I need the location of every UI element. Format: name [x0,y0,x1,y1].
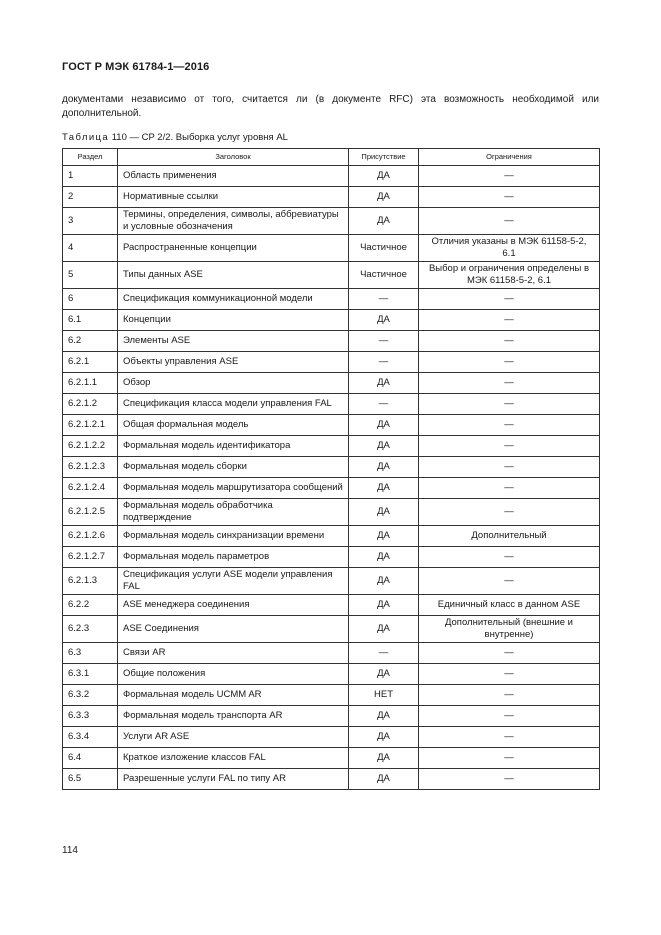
cell-presence: ДА [349,187,419,208]
cell-title: Термины, определения, символы, аббревиатуры и условные обозначения [118,208,349,235]
cell-title: Спецификация коммуникационной модели [118,289,349,310]
table-caption-text: 110 — CP 2/2. Выборка услуг уровня AL [111,132,288,143]
cell-presence: ДА [349,373,419,394]
cell-section: 6.2.1.2.7 [63,547,118,568]
cell-section: 6.3.2 [63,685,118,706]
cell-presence: ДА [349,526,419,547]
cell-presence: — [349,643,419,664]
table-row [63,352,600,373]
cell-presence: ДА [349,595,419,616]
table-row [63,478,600,499]
cell-section: 6.2.1.2.4 [63,478,118,499]
cell-limits: Единичный класс в данном ASE [419,595,600,616]
cell-limits: — [419,643,600,664]
table-row [63,166,600,187]
cell-section: 6.2.3 [63,616,118,643]
cell-limits: — [419,457,600,478]
cell-presence: ДА [349,457,419,478]
cell-section: 6.2.2 [63,595,118,616]
cell-section: 6.1 [63,310,118,331]
cell-presence: ДА [349,499,419,526]
table-header-row [63,149,600,166]
cell-presence: ДА [349,208,419,235]
cell-title: Нормативные ссылки [118,187,349,208]
cell-section: 5 [63,262,118,289]
table-row [63,748,600,769]
cell-limits: — [419,769,600,790]
header-presence: Присутствие [349,149,419,166]
cell-limits: — [419,436,600,457]
cell-presence: ДА [349,616,419,643]
table-row [63,262,600,289]
table-row [63,685,600,706]
cell-presence: Частичное [349,235,419,262]
cell-presence: — [349,352,419,373]
table-row [63,208,600,235]
table-caption-label: Таблица [62,132,110,143]
cell-section: 4 [63,235,118,262]
cell-presence: — [349,289,419,310]
cell-limits: — [419,352,600,373]
cell-presence: — [349,394,419,415]
cell-section: 6.2.1.2.3 [63,457,118,478]
cell-section: 6.3 [63,643,118,664]
cell-limits: — [419,706,600,727]
table-row [63,547,600,568]
table-row [63,664,600,685]
cell-presence: ДА [349,706,419,727]
table-row [63,310,600,331]
cell-title: Формальная модель сборки [118,457,349,478]
cell-section: 6.3.4 [63,727,118,748]
cell-section: 6.2.1.2.2 [63,436,118,457]
cell-limits: — [419,394,600,415]
cell-section: 2 [63,187,118,208]
cell-title: Краткое изложение классов FAL [118,748,349,769]
cell-presence: — [349,331,419,352]
cell-title: Распространенные концепции [118,235,349,262]
header-limits: Ограничения [419,149,600,166]
header-title: Заголовок [118,149,349,166]
cell-section: 6.2.1.2.6 [63,526,118,547]
table-row [63,499,600,526]
selection-table [62,148,600,790]
cell-section: 6.2 [63,331,118,352]
cell-title: Общие положения [118,664,349,685]
intro-paragraph: документами независимо от того, считается ли (в документе RFC) эта возможность необходимой или дополнительной. [62,94,599,119]
cell-limits: Дополнительный (внешние и внутренне) [419,616,600,643]
cell-section: 6 [63,289,118,310]
cell-limits: — [419,547,600,568]
cell-title: ASE менеджера соединения [118,595,349,616]
cell-presence: ДА [349,568,419,595]
cell-section: 6.3.3 [63,706,118,727]
cell-limits: — [419,289,600,310]
cell-section: 6.2.1.3 [63,568,118,595]
table-caption [62,132,288,143]
cell-limits: — [419,373,600,394]
cell-presence: ДА [349,748,419,769]
table-row [63,526,600,547]
cell-limits: — [419,568,600,595]
cell-title: Спецификация услуги ASE модели управления FAL [118,568,349,595]
cell-section: 6.2.1.2.1 [63,415,118,436]
table-row [63,415,600,436]
table-row [63,289,600,310]
page-number: 114 [62,845,78,856]
cell-title: Общая формальная модель [118,415,349,436]
cell-presence: ДА [349,727,419,748]
cell-presence: ДА [349,166,419,187]
cell-limits: — [419,748,600,769]
cell-presence: ДА [349,664,419,685]
cell-title: Формальная модель идентификатора [118,436,349,457]
cell-limits: Выбор и ограничения определены в МЭК 61158-5-2, 6.1 [419,262,600,289]
cell-section: 6.5 [63,769,118,790]
cell-title: ASE Соединения [118,616,349,643]
cell-limits: Отличия указаны в МЭК 61158-5-2, 6.1 [419,235,600,262]
cell-section: 6.2.1.2.5 [63,499,118,526]
cell-section: 3 [63,208,118,235]
cell-presence: ДА [349,415,419,436]
table-row [63,457,600,478]
cell-section: 6.4 [63,748,118,769]
cell-limits: — [419,478,600,499]
cell-title: Формальная модель параметров [118,547,349,568]
cell-title: Концепции [118,310,349,331]
cell-section: 6.2.1.2 [63,394,118,415]
cell-limits: — [419,208,600,235]
cell-title: Связи AR [118,643,349,664]
table-row [63,331,600,352]
table-row [63,187,600,208]
cell-presence: ДА [349,310,419,331]
table-row [63,616,600,643]
cell-limits: — [419,331,600,352]
cell-limits: — [419,685,600,706]
cell-title: Спецификация класса модели управления FAL [118,394,349,415]
cell-section: 6.2.1.1 [63,373,118,394]
cell-title: Элементы ASE [118,331,349,352]
table-body [63,166,600,790]
table-row [63,643,600,664]
cell-limits: — [419,166,600,187]
cell-limits: — [419,727,600,748]
cell-section: 1 [63,166,118,187]
table-row [63,769,600,790]
table-row [63,727,600,748]
cell-title: Объекты управления ASE [118,352,349,373]
cell-title: Разрешенные услуги FAL по типу AR [118,769,349,790]
table-row [63,235,600,262]
table-row [63,595,600,616]
document-header: ГОСТ Р МЭК 61784-1—2016 [62,61,210,73]
cell-title: Формальная модель UCMM AR [118,685,349,706]
cell-limits: — [419,310,600,331]
table-row [63,706,600,727]
cell-title: Область применения [118,166,349,187]
cell-section: 6.2.1 [63,352,118,373]
table-row [63,394,600,415]
cell-title: Формальная модель синхранизации времени [118,526,349,547]
table-row [63,373,600,394]
cell-section: 6.3.1 [63,664,118,685]
table-row [63,568,600,595]
cell-title: Обзор [118,373,349,394]
header-section: Раздел [63,149,118,166]
cell-presence: ДА [349,478,419,499]
cell-presence: ДА [349,547,419,568]
cell-limits: — [419,415,600,436]
cell-limits: — [419,499,600,526]
cell-title: Формальная модель маршрутизатора сообщений [118,478,349,499]
cell-presence: НЕТ [349,685,419,706]
cell-presence: Частичное [349,262,419,289]
cell-presence: ДА [349,769,419,790]
cell-presence: ДА [349,436,419,457]
cell-limits: Дополнительный [419,526,600,547]
table-row [63,436,600,457]
cell-limits: — [419,187,600,208]
cell-title: Типы данных ASE [118,262,349,289]
cell-title: Формальная модель транспорта AR [118,706,349,727]
cell-title: Формальная модель обработчика подтверждение [118,499,349,526]
cell-limits: — [419,664,600,685]
cell-title: Услуги AR ASE [118,727,349,748]
